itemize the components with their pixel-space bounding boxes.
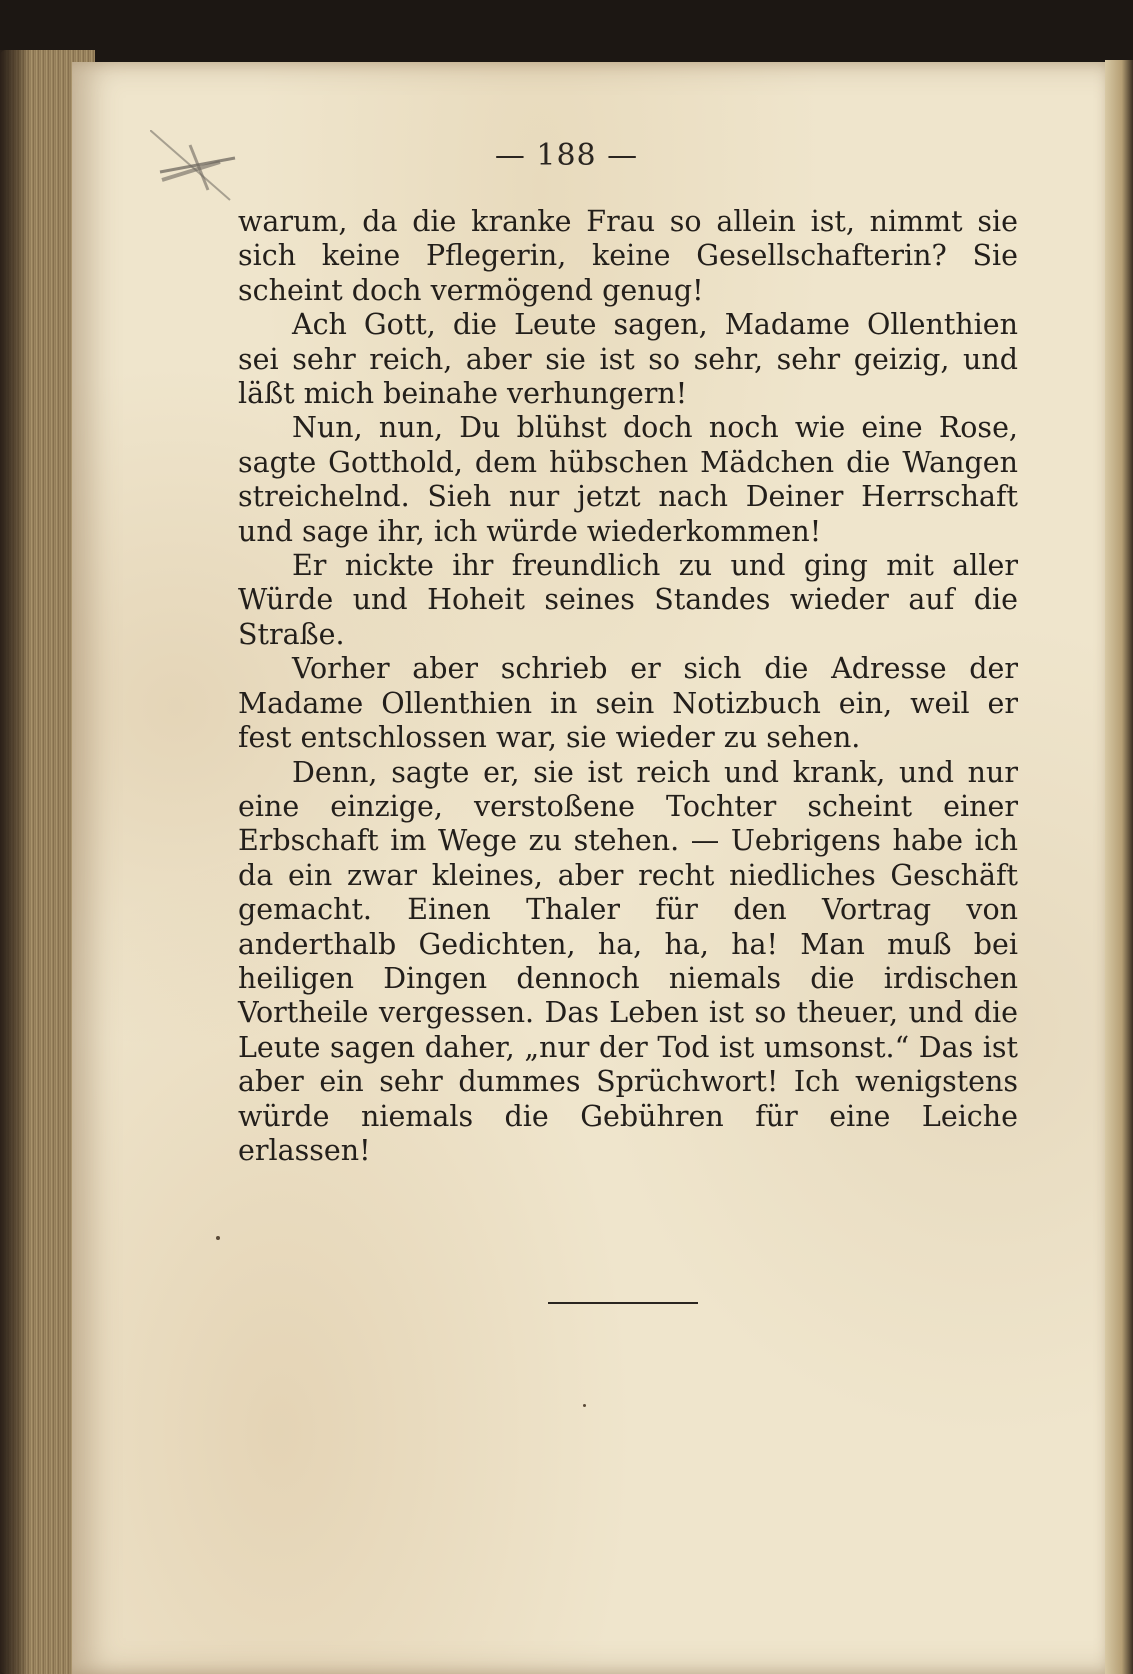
chapter-end-rule bbox=[548, 1302, 698, 1304]
page-number: — 188 — bbox=[494, 138, 639, 173]
paper-speck bbox=[583, 1404, 586, 1407]
paragraph-3: Nun, nun, Du blühst doch noch wie eine Rose, sagte Gotthold, dem hübschen Mädchen die Wangen streichelnd. Sieh nur jetzt nach Deiner Herrschaft und sage ihr, ich würde wiederkommen! bbox=[238, 411, 1018, 548]
body-text bbox=[238, 205, 1018, 1168]
paragraph-5: Vorher aber schrieb er sich die Adresse der Madame Ollenthien in sein Notizbuch ein, weil er fest entschlossen war, sie wieder zu sehen. bbox=[238, 652, 1018, 755]
paragraph-2: Ach Gott, die Leute sagen, Madame Ollenthien sei sehr reich, aber sie ist so sehr, sehr geizig, und läßt mich beinahe verhungern! bbox=[238, 308, 1018, 411]
paragraph-6: Denn, sagte er, sie ist reich und krank, und nur eine einzige, verstoßene Tochter scheint einer Erbschaft im Wege zu stehen. — Uebrigens habe ich da ein zwar kleines, aber recht niedliches Geschäft gemacht. Einen Thaler für den Vortrag von anderthalb Gedichten, ha, ha, ha! Man muß bei heiligen Dingen dennoch niemals die irdischen Vortheile vergessen. Das Leben ist so theuer, und die Leute sagen daher, „nur der Tod ist umsonst.“ Das ist aber ein sehr dummes Sprüchwort! Ich wenigstens würde niemals die Gebühren für eine Leiche erlassen! bbox=[238, 755, 1018, 1167]
paragraph-1: warum, da die kranke Frau so allein ist, nimmt sie sich keine Pflegerin, keine Gesellschafterin? Sie scheint doch vermögend genug! bbox=[238, 205, 1018, 307]
paper-speck bbox=[216, 1236, 220, 1240]
paragraph-4: Er nickte ihr freundlich zu und ging mit aller Würde und Hoheit seines Standes wieder auf die Straße. bbox=[238, 549, 1018, 651]
page-right-edge bbox=[1105, 60, 1133, 1674]
spine-shadow bbox=[0, 50, 30, 1674]
